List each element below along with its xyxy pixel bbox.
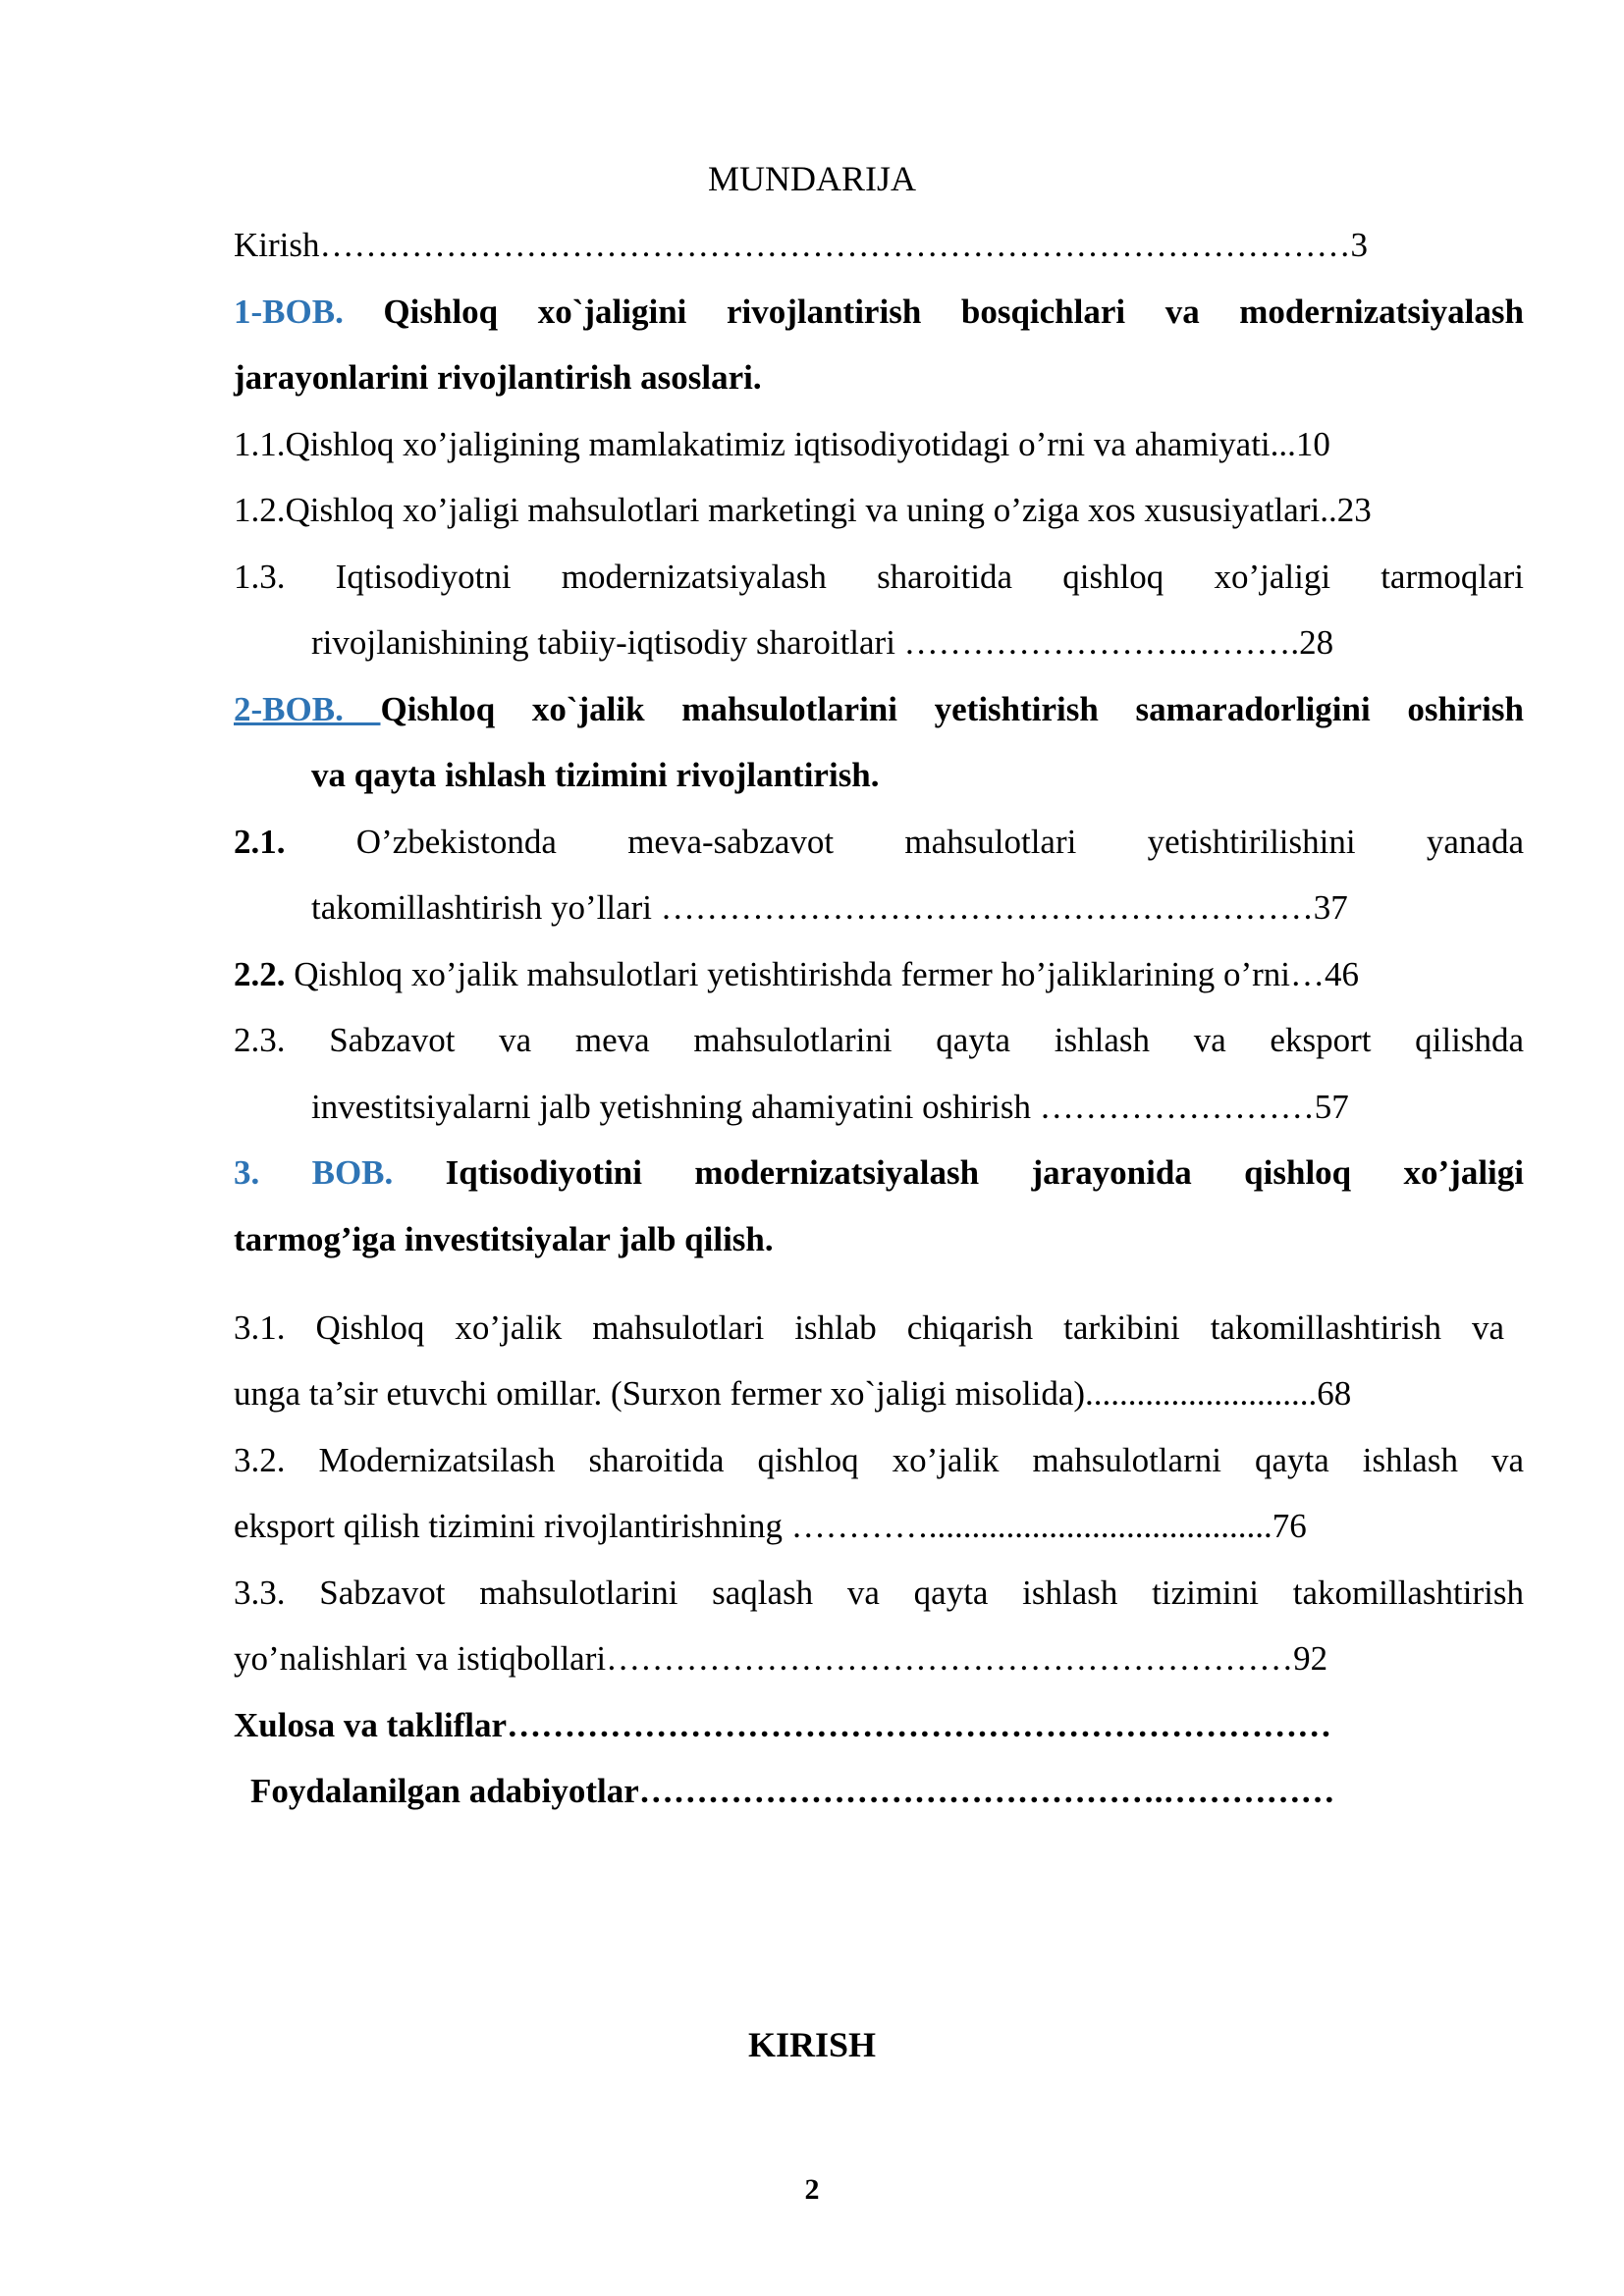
chapter-3-title-text: Iqtisodiyotini modernizatsiyalash jarayonida qishloq xo’jaligi [445,1153,1524,1192]
chapter-1-label: 1-BOB. [234,293,344,331]
entry-2-1-text: O’zbekistonda meva-sabzavot mahsulotlari yetishtirilishini yanada [285,823,1524,861]
section-heading-kirish: KIRISH [747,2025,877,2064]
chapter-2-title-text: Qishloq xo`jalik mahsulotlarini yetishtirish samaradorligini oshirish [380,690,1524,728]
toc-entry-2-1-line1 [234,823,1524,862]
chapter-3-label: 3. BOB. [234,1153,394,1192]
page-number: 2 [804,2173,820,2206]
toc-entry-3-3-line2: yo’nalishlari va istiqbollari……………………………………………………92 [234,1639,1328,1678]
toc-chapter-1-title-line2: jarayonlarini rivojlantirish asoslari. [234,358,762,397]
entry-2-1-number: 2.1. [234,823,286,861]
toc-entry-adabiyotlar: Foydalanilgan adabiyotlar……………………………………….…………… [250,1772,1335,1810]
toc-entry-1-3-line1: 1.3. Iqtisodiyotni modernizatsiyalash sharoitida qishloq xo’jaligi tarmoqlari [234,558,1524,596]
toc-chapter-2-title-line2: va qayta ishlash tizimini rivojlantirish. [311,756,880,794]
toc-entry-3-2-line2: eksport qilish tizimini rivojlantirishning …………........................................76 [234,1507,1307,1545]
toc-title: MUNDARIJA [707,159,916,198]
toc-entry-3-3-line1: 3.3. Sabzavot mahsulotlarini saqlash va qayta ishlash tizimini takomillashtirish [234,1574,1524,1612]
toc-entry-1-2: 1.2.Qishloq xo’jaligi mahsulotlari marketingi va uning o’ziga xos xususiyatlari..23 [234,491,1372,529]
toc-entry-1-3-line2: rivojlanishining tabiiy-iqtisodiy sharoitlari …………………….……….28 [311,623,1334,662]
chapter-1-title-text: Qishloq xo`jaligini rivojlantirish bosqichlari va modernizatsiyalash [383,293,1524,331]
toc-chapter-2-title-line1 [234,690,1524,729]
toc-entry-kirish: Kirish………………………………………………………………………………3 [234,226,1368,264]
toc-entry-3-2-line1: 3.2. Modernizatsilash sharoitida qishloq xo’jalik mahsulotlarni qayta ishlash va [234,1441,1524,1479]
entry-2-2-text: Qishloq xo’jalik mahsulotlari yetishtirishda fermer ho’jaliklarining o’rni…46 [285,955,1360,993]
toc-chapter-3-title-line2: tarmog’iga investitsiyalar jalb qilish. [234,1220,774,1258]
entry-2-2-number: 2.2. [234,955,286,993]
toc-entry-2-3-line1: 2.3. Sabzavot va meva mahsulotlarini qayta ishlash va eksport qilishda [234,1021,1524,1059]
toc-chapter-1-title-line1 [234,293,1524,332]
toc-entry-2-1-line2: takomillashtirish yo’llari …………………………………………………37 [311,888,1348,927]
toc-entry-1-1: 1.1.Qishloq xo’jaligining mamlakatimiz iqtisodiyotidagi o’rni va ahamiyati...10 [234,425,1330,463]
toc-entry-3-1-line1: 3.1. Qishloq xo’jalik mahsulotlari ishlab chiqarish tarkibini takomillashtirish va [234,1308,1504,1347]
toc-entry-2-2 [234,955,1524,994]
toc-entry-3-1-line2: unga ta’sir etuvchi omillar. (Surxon fermer xo`jaligi misolida)...........................68 [234,1374,1352,1413]
toc-chapter-3-title-line1 [234,1153,1524,1193]
toc-entry-2-3-line2: investitsiyalarni jalb yetishning ahamiyatini oshirish ……………………57 [311,1088,1349,1126]
chapter-2-link[interactable]: 2-BOB. [234,690,381,728]
toc-entry-xulosa: Xulosa va takliflar……………………………………………………………… [234,1706,1332,1744]
